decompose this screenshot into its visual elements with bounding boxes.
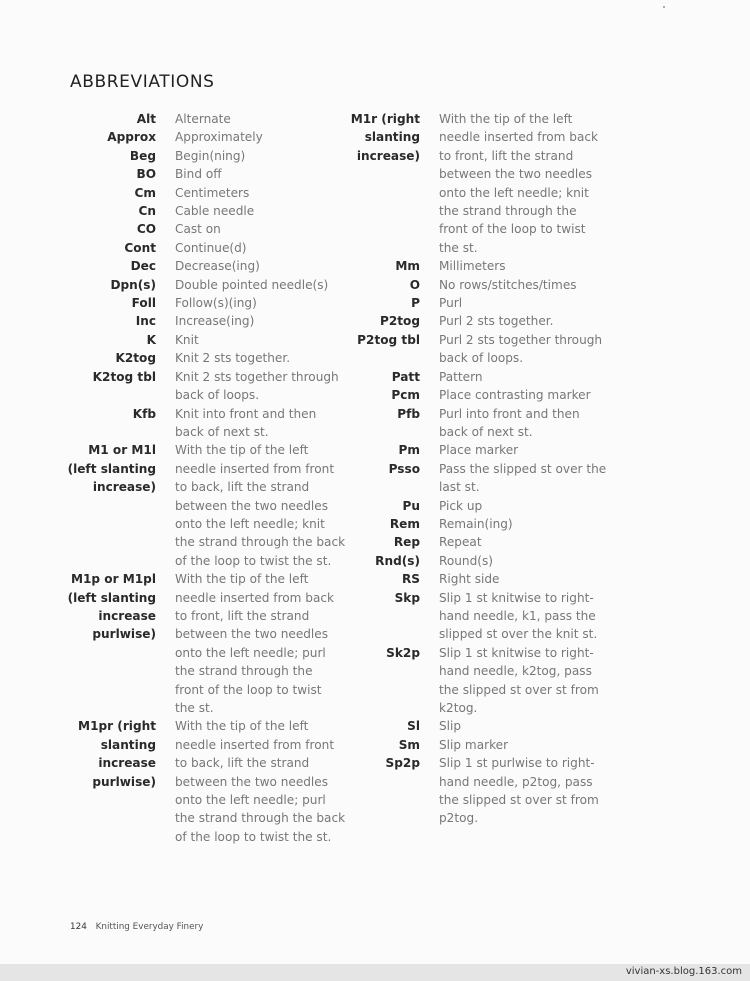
abbreviation-term: BO: [136, 167, 156, 182]
abbreviation-term: Rem: [389, 516, 420, 531]
abbreviation-term: Patt: [391, 369, 420, 384]
abbreviation-definition: Slip marker: [439, 737, 509, 752]
abbreviation-entry: [0, 754, 606, 828]
abbreviation-definition: Alternate: [175, 112, 231, 126]
abbreviation-definition: Slip 1 st knitwise to right- hand needle, k2tog, pass the slipped st over st from k2tog.: [439, 645, 599, 715]
abbreviation-definition: Round(s): [439, 553, 494, 568]
abbreviation-entry: [0, 552, 606, 570]
abbreviation-entry: [0, 497, 606, 515]
abbreviation-definition: Begin(ning): [175, 148, 246, 163]
page-title: ABBREVIATIONS: [70, 72, 215, 92]
abbreviation-term: Kfb: [132, 406, 156, 421]
abbreviation-term: O: [409, 277, 420, 292]
abbreviation-definition: No rows/stitches/times: [439, 277, 577, 292]
abbreviation-term: Pm: [398, 443, 420, 458]
abbreviation-term: Inc: [135, 314, 156, 329]
abbreviation-term: Sm: [398, 737, 420, 752]
abbreviation-entry: [0, 441, 606, 459]
abbreviation-definition: Remain(ing): [439, 516, 513, 531]
abbreviation-term: Pu: [402, 498, 420, 513]
abbreviation-definition: Knit: [175, 332, 199, 347]
abbreviation-definition: Knit into front and then back of next st.: [175, 406, 317, 439]
abbreviation-entry: [0, 386, 606, 404]
abbreviation-term: Beg: [129, 148, 156, 163]
page-footer: [70, 922, 203, 932]
abbreviation-entry: [0, 460, 606, 497]
abbreviation-entry: [0, 110, 606, 257]
abbreviation-term: Rnd(s): [375, 553, 420, 568]
abbreviation-entry: [0, 736, 606, 754]
abbreviation-term: Mm: [395, 259, 420, 274]
abbreviation-definition: Cast on: [175, 222, 221, 237]
abbreviation-definition: Knit 2 sts together through back of loops.: [175, 369, 339, 403]
abbreviation-definition: Slip 1 st purlwise to right- hand needle, p2tog, pass the slipped st over st from p2tog.: [439, 756, 599, 826]
abbreviation-definition: Double pointed needle(s): [175, 277, 329, 292]
abbreviation-definition: Increase(ing): [175, 314, 255, 329]
abbreviation-term: CO: [136, 222, 156, 237]
abbreviation-term: M1 or M1l (left slanting increase): [67, 443, 156, 495]
abbreviation-definition: Pass the slipped st over the last st.: [439, 461, 607, 495]
abbreviation-definition: Pick up: [439, 498, 483, 513]
abbreviation-term: Cm: [134, 185, 156, 200]
abbreviation-definition: Decrease(ing): [175, 259, 260, 274]
abbreviation-entry: [0, 589, 606, 644]
abbreviation-entry: [0, 533, 606, 551]
abbreviation-entry: [0, 717, 606, 735]
abbreviation-definition: Right side: [439, 572, 500, 587]
abbreviation-term: Dec: [130, 259, 156, 274]
abbreviation-term: Alt: [136, 112, 156, 126]
abbreviation-definition: Purl 2 sts together.: [439, 314, 554, 329]
abbreviation-definition: Purl 2 sts together through back of loops.: [439, 332, 603, 366]
abbreviation-entry: [0, 312, 606, 330]
abbreviation-term: P: [411, 296, 420, 311]
abbreviation-definition: With the tip of the left needle inserted from back to front, lift the strand between the two needles onto the left needle; purl the strand through the front of the loop to twist the st.: [175, 572, 335, 715]
abbreviation-definition: With the tip of the left needle inserted from front to back, lift the strand between the two needles onto the left needle; knit the strand through the back of the loop to twist the st.: [175, 443, 346, 568]
abbreviation-definition: Approximately: [175, 130, 263, 145]
abbreviation-term: Rep: [393, 535, 420, 550]
abbreviation-term: Pcm: [391, 388, 420, 403]
abbreviation-definition: Place marker: [439, 443, 519, 458]
abbreviation-term: P2tog tbl: [357, 332, 420, 347]
abbreviation-entry: [0, 294, 606, 312]
abbreviation-definition: Pattern: [439, 369, 483, 384]
abbreviation-definition: Purl into front and then back of next st.: [439, 406, 580, 439]
abbreviation-term: Cont: [124, 240, 156, 255]
abbreviation-term: Sk2p: [386, 645, 420, 660]
abbreviation-definition: Place contrasting marker: [439, 388, 591, 403]
abbreviation-definition: Slip: [439, 719, 462, 734]
abbreviation-term: Skp: [394, 590, 420, 605]
abbreviation-term: K2tog tbl: [92, 369, 156, 384]
abbreviation-term: Sp2p: [385, 756, 420, 771]
abbreviation-definition: Millimeters: [439, 259, 506, 274]
abbreviation-term: Cn: [138, 204, 156, 219]
abbreviation-definition: Repeat: [439, 535, 482, 550]
abbreviations-right-column: [0, 110, 606, 828]
abbreviation-entry: [0, 644, 606, 718]
abbreviation-definition: With the tip of the left needle inserted from front to back, lift the strand between the two needles onto the left needle; purl the strand through the back of the loop to twist the st.: [175, 719, 346, 844]
book-title: Knitting Everyday Finery: [95, 922, 204, 932]
abbreviation-term: Psso: [388, 461, 420, 476]
page-number: 124: [70, 922, 87, 932]
abbreviation-definition: Slip 1 st knitwise to right- hand needle, k1, pass the slipped st over the knit st.: [439, 590, 598, 642]
abbreviation-entry: [0, 405, 606, 442]
abbreviation-term: M1r (right slanting increase): [350, 112, 420, 163]
abbreviation-term: Pfb: [397, 406, 420, 421]
abbreviation-definition: Follow(s)(ing): [175, 296, 257, 311]
abbreviation-entry: [0, 257, 606, 275]
scan-speck: [663, 6, 665, 8]
watermark-text: vivian-xs.blog.163.com: [625, 966, 742, 977]
abbreviation-term: RS: [401, 572, 420, 587]
abbreviation-entry: [0, 331, 606, 368]
abbreviation-entry: [0, 515, 606, 533]
abbreviation-definition: Purl: [439, 296, 463, 311]
abbreviation-definition: Continue(d): [175, 240, 247, 255]
abbreviation-term: Approx: [107, 130, 156, 145]
abbreviation-term: Dpn(s): [110, 277, 156, 292]
abbreviation-definition: Knit 2 sts together.: [175, 351, 291, 366]
abbreviation-term: K: [146, 332, 156, 347]
abbreviation-definition: Centimeters: [175, 185, 250, 200]
abbreviation-entry: [0, 368, 606, 386]
abbreviation-definition: Bind off: [175, 167, 222, 182]
abbreviation-term: Sl: [407, 719, 420, 734]
abbreviation-definition: With the tip of the left needle inserted from back to front, lift the strand between the two needles onto the left needle; knit the strand through the front of the loop to twist the st.: [439, 112, 599, 255]
abbreviation-entry: [0, 570, 606, 588]
abbreviation-term: Foll: [131, 296, 156, 311]
abbreviation-term: P2tog: [379, 314, 420, 329]
abbreviation-term: M1p or M1pl (left slanting increase purlwise): [67, 572, 156, 642]
abbreviation-entry: [0, 276, 606, 294]
abbreviation-definition: Cable needle: [175, 204, 255, 219]
abbreviation-term: K2tog: [115, 351, 156, 366]
abbreviation-term: M1pr (right slanting increase purlwise): [78, 719, 156, 789]
